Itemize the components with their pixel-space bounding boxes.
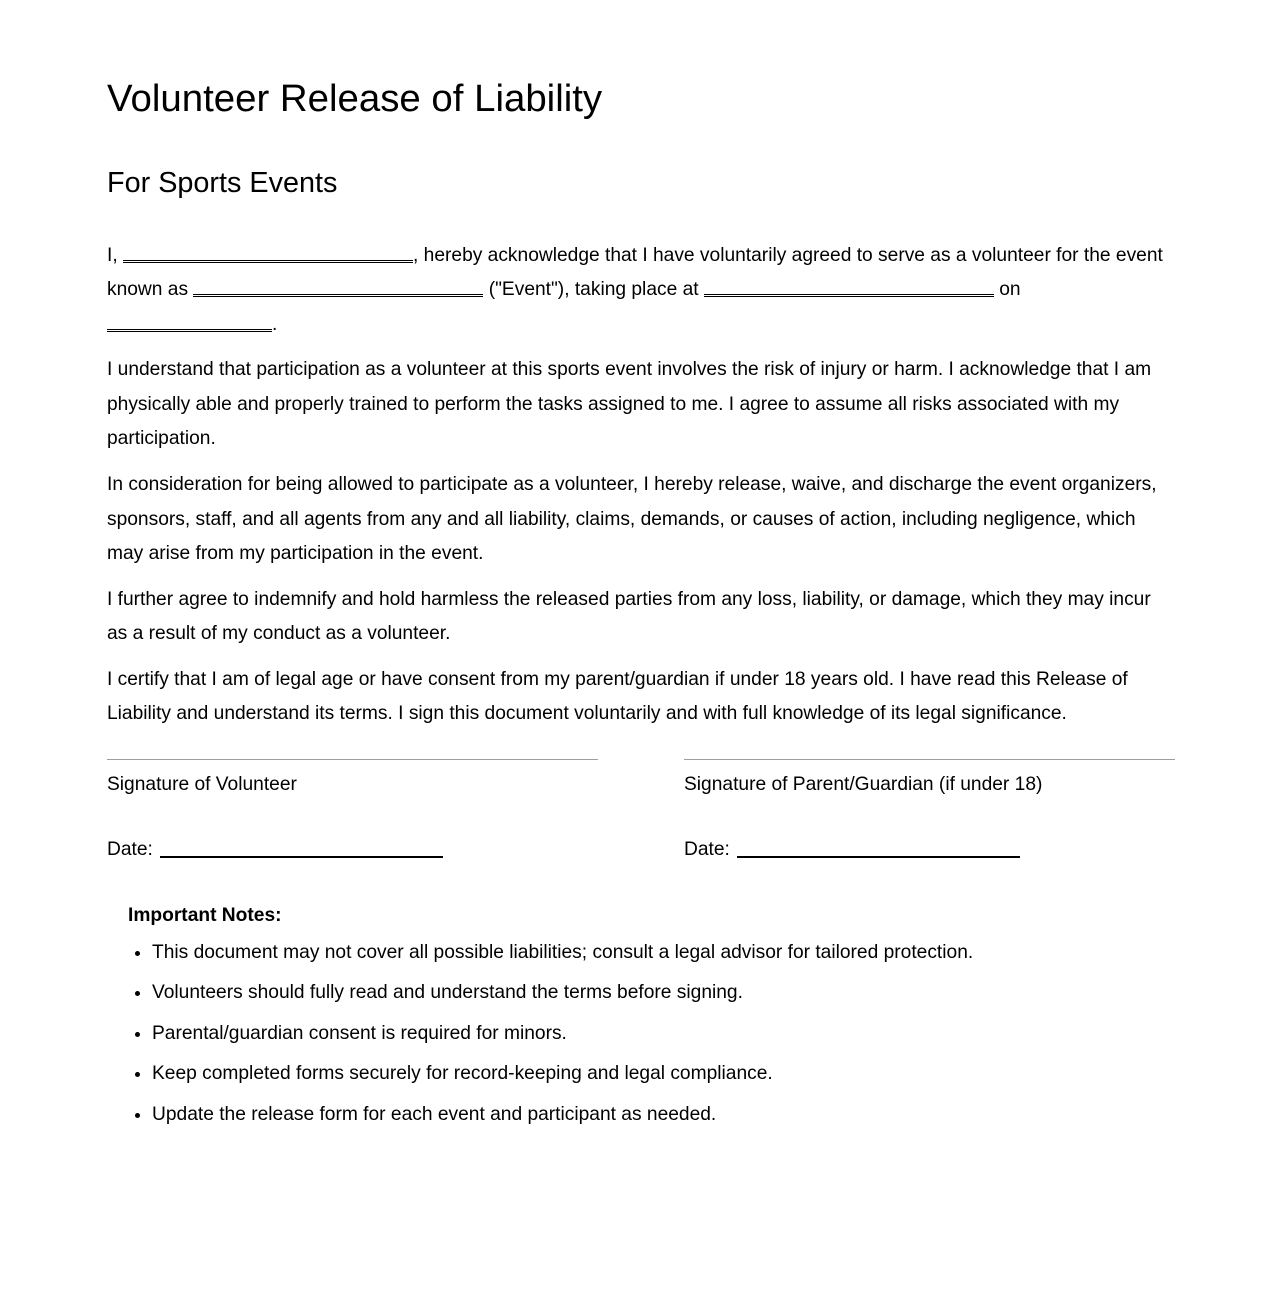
- event-date-blank: [107, 329, 272, 332]
- signature-volunteer-column: [107, 759, 598, 867]
- intro-after-location: on: [993, 279, 1021, 301]
- volunteer-name-blank: [123, 260, 413, 263]
- page-title: Volunteer Release of Liability: [107, 77, 603, 120]
- intro-lead: I,: [107, 244, 123, 266]
- note-item: • Update the release form for each event and participant as needed.: [152, 1098, 1175, 1133]
- note-item: • Volunteers should fully read and understand the terms before signing.: [152, 976, 1175, 1011]
- indemnify-paragraph: I further agree to indemnify and hold harmless the released parties from any loss, liability, or damage, which they may incur as a result of my conduct as a volunteer.: [107, 588, 1151, 645]
- intro-paragraph: [107, 239, 1175, 343]
- date-guardian-label: Date:: [684, 838, 730, 860]
- note-item: • This document may not cover all possible liabilities; consult a legal advisor for tailored protection.: [152, 936, 1175, 971]
- signature-guardian-label: Signature of Parent/Guardian (if under 18): [684, 773, 1043, 795]
- release-form: [107, 0, 1175, 1132]
- notes-list: [128, 936, 1175, 1133]
- signature-guardian-column: [684, 759, 1175, 867]
- event-location-blank: [704, 294, 994, 297]
- date-volunteer-label: Date:: [107, 838, 153, 860]
- signature-section: [107, 759, 1175, 867]
- event-name-blank: [193, 294, 483, 297]
- date-volunteer-row: [107, 833, 598, 868]
- release-paragraph: In consideration for being allowed to participate as a volunteer, I hereby release, waive, and discharge the event organizers, sponsors, staff, and all agents from any and all liability, claims, demands, or causes of action, including negligence, which may arise from my participation in the event.: [107, 474, 1157, 565]
- important-notes-section: [107, 899, 1175, 1132]
- date-guardian-row: [684, 833, 1175, 868]
- date-guardian-blank: [737, 856, 1020, 858]
- certify-paragraph: I certify that I am of legal age or have consent from my parent/guardian if under 18 years old. I have read this Release of Liability and understand its terms. I sign this document voluntarily and with full knowledge of its legal significance.: [107, 668, 1128, 725]
- risk-paragraph: I understand that participation as a volunteer at this sports event involves the risk of injury or harm. I acknowledge that I am physically able and properly trained to perform the tasks assigned to me. I agree to assume all risks associated with my participation.: [107, 359, 1152, 450]
- notes-heading: Important Notes:: [128, 905, 282, 927]
- signature-volunteer-label: Signature of Volunteer: [107, 773, 297, 795]
- intro-after-event: ("Event"), taking place at: [483, 279, 704, 301]
- intro-after-name: , hereby acknowledge that I have voluntarily agreed to serve as a volunteer for the event known as: [107, 244, 1163, 301]
- page-subtitle: For Sports Events: [107, 167, 338, 200]
- note-item: • Keep completed forms securely for record-keeping and legal compliance.: [152, 1057, 1175, 1092]
- note-item: • Parental/guardian consent is required for minors.: [152, 1017, 1175, 1052]
- date-volunteer-blank: [160, 856, 443, 858]
- intro-closing: .: [272, 313, 278, 335]
